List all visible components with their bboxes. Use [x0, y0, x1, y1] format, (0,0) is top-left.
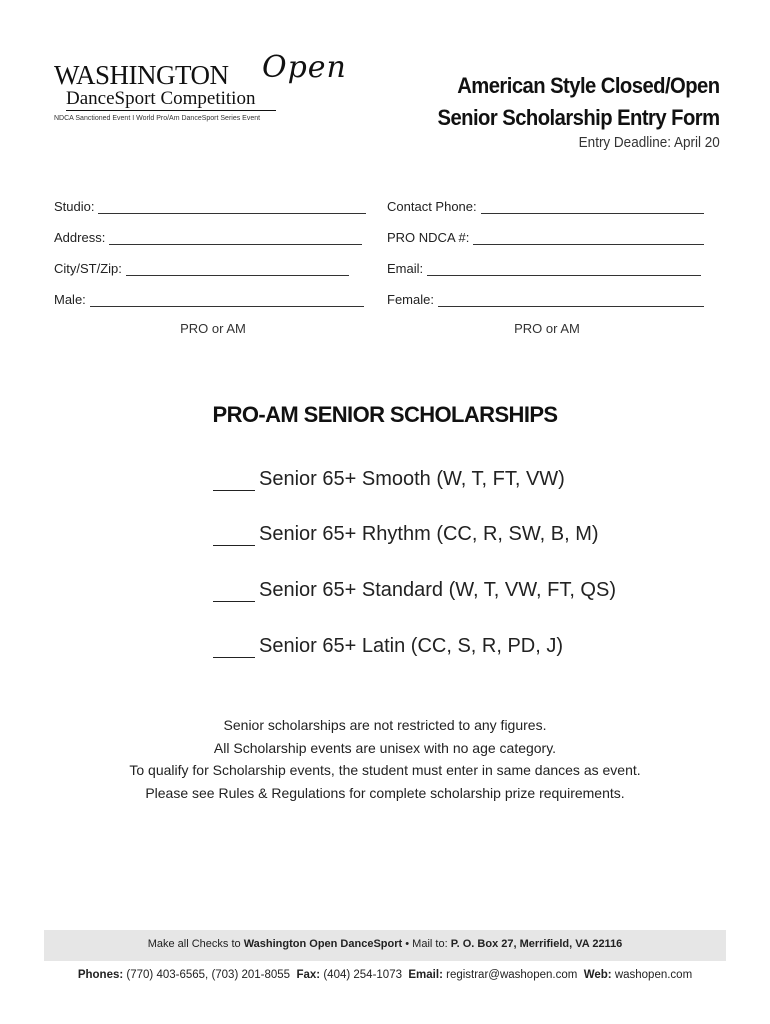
- pro-ndca-label: PRO NDCA #:: [387, 230, 470, 245]
- address-label: Address:: [54, 230, 106, 245]
- entry-deadline: Entry Deadline: April 20: [578, 134, 720, 151]
- logo-tagline: NDCA Sanctioned Event I World Pro/Am DanceSport Series Event: [54, 115, 261, 122]
- address-field[interactable]: [54, 227, 362, 245]
- mail-address: P. O. Box 27, Merrifield, VA 22116: [450, 938, 623, 950]
- section-title: PRO-AM SENIOR SCHOLARSHIPS: [212, 402, 558, 427]
- female-input-line[interactable]: [438, 294, 704, 307]
- logo-main-text: WASHINGTON: [54, 60, 229, 90]
- city-field[interactable]: [54, 258, 349, 276]
- email-contact-label: Email:: [408, 969, 443, 981]
- contact-phone-field[interactable]: [387, 196, 704, 214]
- studio-input-line[interactable]: [98, 201, 366, 214]
- entry-blank-standard[interactable]: [213, 583, 255, 602]
- entry-label-smooth: Senior 65+ Smooth (W, T, FT, VW): [259, 468, 565, 490]
- entry-label-standard: Senior 65+ Standard (W, T, VW, FT, QS): [259, 579, 616, 601]
- contact-phone-input-line[interactable]: [481, 201, 704, 214]
- payment-info: [44, 938, 726, 950]
- contact-info: [0, 969, 770, 981]
- email-input-line[interactable]: [427, 263, 701, 276]
- male-label: Male:: [54, 292, 86, 307]
- male-field[interactable]: [54, 289, 364, 307]
- male-input-line[interactable]: [90, 294, 364, 307]
- email-link[interactable]: registrar@washopen.com: [446, 969, 578, 981]
- checks-label: Make all Checks to: [147, 938, 241, 950]
- logo-subtitle: DanceSport Competition: [66, 88, 256, 109]
- female-field[interactable]: [387, 289, 704, 307]
- female-label: Female:: [387, 292, 434, 307]
- scholarship-notes: [0, 714, 770, 804]
- web-link[interactable]: washopen.com: [614, 969, 693, 981]
- scholarship-entry-smooth[interactable]: [213, 468, 565, 491]
- email-label: Email:: [387, 261, 424, 276]
- form-title: [438, 70, 720, 134]
- city-label: City/ST/Zip:: [54, 261, 122, 276]
- event-logo: [54, 50, 364, 126]
- title-line-1: American Style Closed/Open: [457, 73, 720, 98]
- web-label: Web:: [583, 969, 612, 981]
- note-line: To qualify for Scholarship events, the student must enter in same dances as event.: [129, 762, 641, 778]
- entry-label-latin: Senior 65+ Latin (CC, S, R, PD, J): [259, 635, 564, 657]
- separator-bullet: •: [405, 938, 410, 950]
- email-field[interactable]: [387, 258, 701, 276]
- scholarship-entry-latin[interactable]: [213, 635, 563, 658]
- city-input-line[interactable]: [126, 263, 349, 276]
- fax-value: (404) 254-1073: [323, 969, 402, 981]
- entry-blank-smooth[interactable]: [213, 472, 255, 491]
- entry-blank-rhythm[interactable]: [213, 527, 255, 546]
- entry-label-rhythm: Senior 65+ Rhythm (CC, R, SW, B, M): [259, 523, 599, 545]
- note-line: Please see Rules & Regulations for complete scholarship prize requirements.: [145, 784, 625, 801]
- note-line: All Scholarship events are unisex with no age category.: [213, 739, 557, 756]
- pro-ndca-field[interactable]: [387, 227, 704, 245]
- contact-phone-label: Contact Phone:: [387, 199, 477, 214]
- fax-label: Fax:: [296, 969, 321, 981]
- scholarship-entry-standard[interactable]: [213, 579, 616, 602]
- mail-label: Mail to:: [412, 938, 448, 950]
- male-pro-am-note: PRO or AM: [180, 321, 246, 336]
- note-line: Senior scholarships are not restricted to any figures.: [223, 717, 547, 733]
- scholarship-entry-rhythm[interactable]: [213, 523, 599, 546]
- studio-label: Studio:: [54, 199, 95, 214]
- entry-blank-latin[interactable]: [213, 639, 255, 658]
- title-line-2: Senior Scholarship Entry Form: [437, 105, 720, 130]
- checks-payee: Washington Open DanceSport: [243, 938, 403, 950]
- address-input-line[interactable]: [109, 232, 362, 245]
- logo-divider: [66, 110, 276, 111]
- phones-label: Phones:: [77, 969, 124, 981]
- female-pro-am-note: PRO or AM: [514, 321, 580, 336]
- logo-script-text: Open: [262, 50, 347, 85]
- pro-ndca-input-line[interactable]: [473, 232, 704, 245]
- studio-field[interactable]: [54, 196, 366, 214]
- phones-value: (770) 403-6565, (703) 201-8055: [126, 969, 291, 981]
